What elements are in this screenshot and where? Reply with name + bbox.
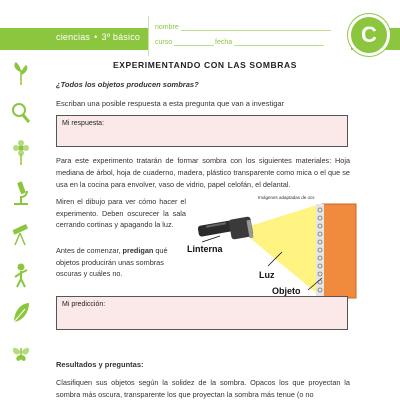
name-label: nombre (155, 24, 179, 31)
instructions-paragraph: Miren el dibujo para ver cómo hacer el experimento. Deben oscurecer la sala cerrando cortinas y apagando la luz. (56, 197, 186, 229)
image-credit: Imágenes adaptadas de ocs (258, 195, 315, 200)
name-line (181, 30, 331, 31)
course-field[interactable] (155, 39, 214, 46)
flashlight-icon (197, 216, 253, 240)
predict-keyword: predigan (122, 246, 154, 255)
butterfly-icon (10, 340, 32, 366)
results-heading: Resultados y preguntas: (56, 360, 144, 369)
notebook-object-icon (316, 204, 356, 298)
predict-text-before: Antes de comenzar, (56, 246, 123, 255)
level-badge: C (348, 14, 390, 56)
flashlight-pointer (202, 236, 220, 242)
guiding-question: ¿Todos los objetos producen sombras? (56, 80, 199, 89)
microscope-icon (10, 180, 32, 206)
instruction-text: Escriban una posible respuesta a esta pregunta que van a investigar (56, 99, 285, 108)
date-field[interactable] (215, 39, 324, 46)
course-line (174, 45, 214, 46)
plant-icon (10, 60, 32, 86)
date-label: fecha (215, 39, 233, 46)
subject-grade (56, 32, 140, 42)
light-label: Luz (259, 270, 275, 280)
telescope-icon (10, 220, 32, 246)
answer-label: Mi respuesta: (62, 120, 105, 127)
student-info-form (148, 16, 351, 56)
person-icon (10, 262, 32, 288)
results-paragraph: Clasifiquen sus objetos según la solidez de la sombra. Opacos los que proyectan la sombra más oscura, transparente los que proyectan la sombra más tenue (o no (56, 378, 350, 399)
leaf-icon (10, 300, 32, 326)
predict-text-after: qué objetos producirán unas sombras oscuras y cuáles no. (56, 246, 168, 278)
materials-paragraph: Para este experimento tratarán de formar sombra con los siguientes materiales: Hoja mediana de árbol, hoja de cuaderno, madera, plástico transparente como mica o el que se usa en la cocina para envolver, vaso de vidrio, papel celofán, el delantal. (56, 156, 350, 189)
prediction-label: Mi predicción: (62, 301, 106, 308)
object-label: Objeto (272, 286, 301, 296)
course-label: curso (155, 39, 173, 46)
light-beam (250, 204, 320, 296)
flower-icon (10, 140, 32, 166)
grade-label: 3º básico (101, 32, 141, 42)
answer-box[interactable] (56, 115, 348, 147)
magnifier-icon (10, 100, 32, 126)
separator: • (94, 32, 98, 42)
flashlight-label: Linterna (187, 244, 223, 254)
subject-label: ciencias (56, 32, 91, 42)
worksheet-header (0, 0, 400, 56)
worksheet-title: EXPERIMENTANDO CON LAS SOMBRAS (112, 60, 298, 70)
date-line (234, 45, 324, 46)
prediction-box[interactable] (56, 296, 348, 330)
name-field[interactable] (155, 24, 331, 31)
predict-paragraph (56, 245, 186, 280)
